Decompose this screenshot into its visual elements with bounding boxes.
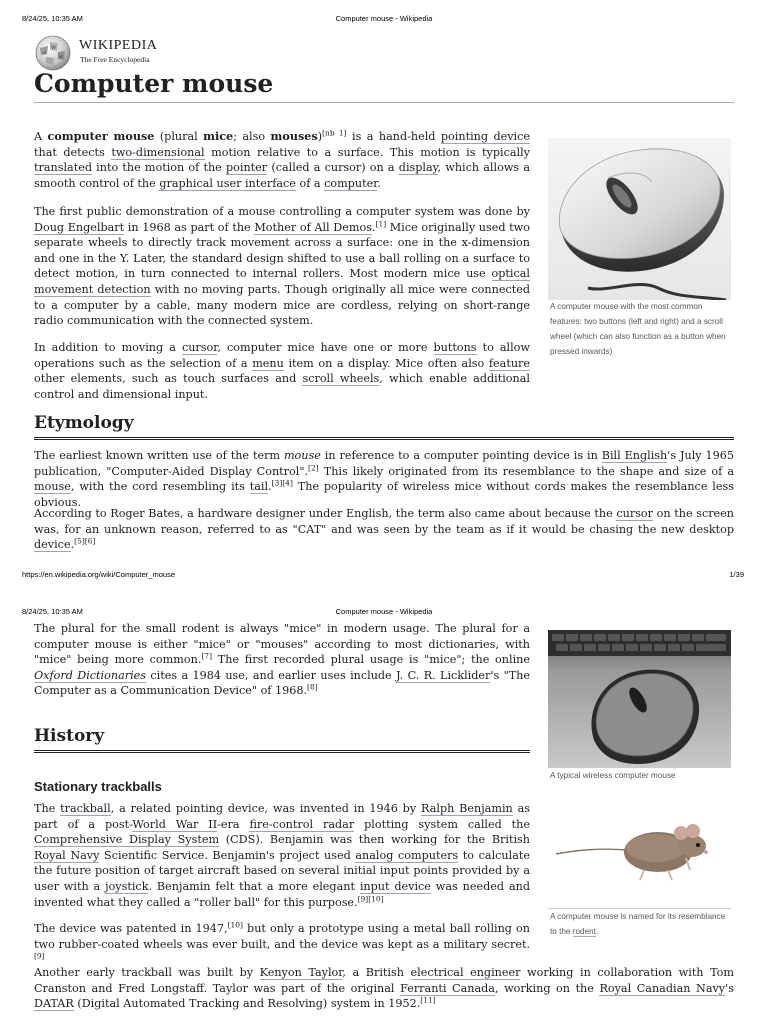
text-run: working in collaboration with Tom Cranston and Fred Longstaff. Taylor was part of the original <box>34 966 735 995</box>
citation-link[interactable]: [10] <box>368 893 384 903</box>
intro-paragraph-3 <box>34 340 530 402</box>
citation-link[interactable]: [1] <box>375 218 387 228</box>
wiki-link[interactable]: Kenyon Taylor <box>259 966 343 979</box>
svg-text:И: И <box>59 54 63 59</box>
etymology-divider <box>34 437 734 440</box>
svg-text:W: W <box>51 45 57 51</box>
bold-term: mouses <box>270 129 318 143</box>
text-run: motion relative to a surface. This motion is typically <box>204 145 530 159</box>
wiki-link[interactable]: joystick <box>105 879 149 893</box>
citation-link[interactable]: [7] <box>201 651 212 661</box>
text-run: The plural for the small rodent is always "mice" in modern usage. The plural for a computer mouse is either "mice" or "mouses" according to most dictionaries, with "mice" being more common. <box>34 622 530 667</box>
text-run: in 1968 as part of the <box>124 220 255 234</box>
wiki-link[interactable]: Comprehensive Display System <box>34 833 220 847</box>
text-run: in reference to a computer pointing device is in <box>320 449 602 462</box>
wiki-link[interactable]: trackball <box>60 802 111 815</box>
text-run: other elements, such as touch surfaces and <box>34 372 303 386</box>
figure-caption-2: A typical wireless computer mouse <box>550 771 676 780</box>
citation-link[interactable]: [11] <box>420 995 436 1005</box>
rodent-icon <box>548 800 731 908</box>
history-paragraph-1 <box>34 801 530 910</box>
wiki-link[interactable]: World War II <box>132 817 218 831</box>
citation-link[interactable]: [9] <box>34 951 45 961</box>
history-paragraph-2 <box>34 921 530 968</box>
text-run: (called a cursor) on a <box>267 161 399 175</box>
text-run: According to Roger Bates, a hardware designer under English, the term also came about because the <box>34 507 617 520</box>
subsection-heading-stationary-trackballs: Stationary trackballs <box>34 779 162 794</box>
text-run: Scientific Service. Benjamin's project used <box>99 848 356 862</box>
text-run: . Benjamin felt that a more elegant <box>148 879 360 893</box>
section-heading-etymology: Etymology <box>34 413 134 433</box>
text-run: item on a display. Mice often also <box>283 356 489 370</box>
text-run: Another early trackball was built by <box>34 966 260 979</box>
wiki-link[interactable]: pointer <box>226 161 268 175</box>
computer-mouse-icon <box>548 138 731 300</box>
citation-link[interactable]: [9] <box>357 893 369 903</box>
text-run: mouse <box>283 449 321 462</box>
rodent-link[interactable]: rodent <box>572 927 596 936</box>
print-header-datetime: 8/24/25, 10:35 AM <box>22 14 83 23</box>
citation-link[interactable]: [2] <box>308 462 319 472</box>
wiki-link[interactable]: buttons <box>433 341 477 354</box>
wiki-link[interactable]: DATAR <box>34 997 74 1011</box>
text-run: as part of a post- <box>34 802 530 831</box>
wiki-link[interactable]: mouse <box>34 480 71 494</box>
etymology-paragraph-3 <box>34 621 530 699</box>
print-header-title: Computer mouse - Wikipedia <box>335 14 433 23</box>
wiki-link[interactable]: feature <box>488 356 530 370</box>
wiki-link[interactable]: input device <box>359 879 431 893</box>
text-run: (Digital Automated Tracking and Resolving) system in 1952. <box>73 997 421 1011</box>
text-run: . <box>268 480 272 494</box>
wiki-link[interactable]: computer <box>324 176 378 190</box>
bold-term: mice <box>203 129 234 143</box>
wiki-link[interactable]: graphical user interface <box>159 176 296 190</box>
text-run: This likely originated from its resemblance to the shape and size of a <box>318 464 735 478</box>
intro-paragraph-2 <box>34 204 530 329</box>
text-run: , computer mice have one or more <box>217 341 434 354</box>
figure-caption-3 <box>550 909 730 939</box>
wiki-link[interactable]: Ferranti Canada <box>400 981 495 995</box>
text-run: The earliest known written use of the term <box>34 449 284 462</box>
print-header-title-page2: Computer mouse - Wikipedia <box>335 607 433 616</box>
title-divider <box>34 102 734 103</box>
wiki-link[interactable]: menu <box>252 356 284 370</box>
text-run: , which enable additional control and dimensional input. <box>34 372 530 401</box>
wiki-link[interactable]: optical movement detection <box>34 267 530 296</box>
wiki-link[interactable]: electrical engineer <box>410 966 521 979</box>
citation-link[interactable]: [8] <box>307 682 318 692</box>
etymology-paragraph-1 <box>34 448 734 510</box>
text-run: (CDS). Benjamin was then working for the British <box>219 833 530 847</box>
text-run: , a related pointing device, was invented in 1946 by <box>110 802 422 815</box>
citation-link[interactable]: [10] <box>227 920 243 930</box>
history-divider <box>34 750 530 753</box>
svg-text:Ω: Ω <box>43 50 47 55</box>
text-run: into the motion of the <box>92 161 226 175</box>
print-footer-page-number: 1/39 <box>729 570 744 579</box>
print-header-datetime-page2: 8/24/25, 10:35 AM <box>22 607 83 616</box>
text-run: Mice originally used two separate wheels to directly track movement across a surface: one in the x-dimension and one in the Y. Later, the standard design shifted to use a ball rolling on a surface to detect motion, in turn connected to internal rollers. Most modern mice use <box>34 220 530 281</box>
wiki-link[interactable]: Royal Canadian Navy <box>599 981 726 995</box>
text-run: to calculate the future position of target aircraft based on several initial input points provided by a user with a <box>34 848 530 893</box>
text-run: 's <box>725 981 734 995</box>
text-run: (plural <box>154 130 204 143</box>
wiki-link[interactable]: Bill English <box>601 449 668 462</box>
page-title: Computer mouse <box>34 69 274 98</box>
citation-link[interactable]: [6] <box>84 536 96 546</box>
text-run: that detects <box>34 145 112 159</box>
wiki-link[interactable]: Doug Engelbart <box>34 220 125 234</box>
wiki-link[interactable]: display <box>398 161 438 175</box>
text-run: 's July 1965 publication, "Computer-Aided Display Control". <box>34 449 734 478</box>
text-run: was needed and invented what they called a "roller ball" for this purpose. <box>34 879 530 909</box>
text-run: The <box>34 802 61 815</box>
wiki-link[interactable]: Mother of All Demos <box>254 220 372 234</box>
wiki-link[interactable]: fire-control radar <box>249 817 355 831</box>
text-run: to allow operations such as the selection of a <box>34 341 530 370</box>
citation-link[interactable]: [3] <box>271 478 283 488</box>
text-run: -era <box>217 817 250 831</box>
wiki-link[interactable]: cursor <box>616 507 654 520</box>
citation-link[interactable]: [nb 1] <box>322 128 347 138</box>
text-run: on the screen was, for an unknown reason, referred to as "CAT" and was seen by the team as if it would be chasing the new desktop <box>34 507 734 536</box>
text-run: ) <box>317 130 323 143</box>
print-footer-url: https://en.wikipedia.org/wiki/Computer_mouse <box>22 570 175 579</box>
figure-rodent-image[interactable] <box>548 800 731 908</box>
wireless-mouse-icon <box>548 630 731 768</box>
text-run: . <box>70 538 75 552</box>
text-run: The first public demonstration of a mouse controlling a computer system was done by <box>34 205 530 218</box>
history-paragraph-3 <box>34 965 734 1012</box>
section-heading-history: History <box>34 726 105 746</box>
wiki-link[interactable]: cursor <box>181 341 218 354</box>
wikipedia-wordmark: WIKIPEDIA <box>79 38 158 53</box>
text-run: The first recorded plural usage is "mice"; the online <box>212 653 530 667</box>
text-run: but only a prototype using a metal ball rolling on two rubber-coated wheels was ever built, and the device was kept as a military secret. <box>34 922 530 951</box>
text-run: In addition to moving a <box>34 341 182 354</box>
text-run: . <box>377 176 381 190</box>
figure-caption-1: A computer mouse with the most common features: two buttons (left and right) and a scroll wheel (which can also function as a button when pressed inwards) <box>550 302 726 356</box>
text-run: A <box>34 130 48 143</box>
text-run: , with the cord resembling its <box>70 480 250 494</box>
figure-wireless-mouse-image[interactable] <box>548 630 731 768</box>
text-run: , which allows a smooth control of the <box>34 161 530 190</box>
wiki-link[interactable]: device <box>34 538 71 552</box>
bold-term: computer mouse <box>47 129 155 143</box>
wiki-link[interactable]: Ralph Benjamin <box>421 802 513 815</box>
citation-link[interactable]: [4] <box>282 478 293 488</box>
wiki-link[interactable]: J. C. R. Licklider <box>396 668 491 682</box>
wiki-link[interactable]: Oxford Dictionaries <box>34 668 147 682</box>
figure-caption-3-text: A computer mouse is named for its resemblance to the <box>550 912 726 936</box>
text-run: ; also <box>233 130 271 143</box>
citation-link[interactable]: [5] <box>74 536 85 546</box>
text-run: with no moving parts. Though originally all mice were connected to a computer by a cable, many modern mice are cordless, relying on short-range radio communication with the connected system. <box>34 282 530 328</box>
etymology-paragraph-2 <box>34 506 734 553</box>
wiki-link[interactable]: two-dimensional <box>111 145 205 159</box>
text-run: cites a 1984 use, and earlier uses include <box>146 668 397 682</box>
wiki-link[interactable]: translated <box>34 161 92 175</box>
text-run: The popularity of wireless mice without cords makes the resemblance less obvious. <box>34 480 734 509</box>
text-run: is a hand-held <box>346 130 441 143</box>
text-run: plotting system called the <box>354 817 531 831</box>
text-run: The device was patented in 1947, <box>34 922 228 935</box>
text-run: 's "The Computer as a Communication Device" of 1968. <box>34 668 531 698</box>
text-run: , a British <box>342 966 411 979</box>
wiki-link[interactable]: analog computers <box>355 848 459 862</box>
text-run: . <box>371 220 376 234</box>
text-run: of a <box>295 176 325 190</box>
wiki-link[interactable]: scroll wheels <box>302 372 380 386</box>
wikipedia-tagline: The Free Encyclopedia <box>80 55 150 64</box>
figure-mouse-image[interactable] <box>548 138 731 300</box>
text-run: , working on the <box>494 981 600 995</box>
figure-caption-3-end: . <box>595 927 599 936</box>
intro-paragraph-1 <box>34 129 530 191</box>
wikipedia-globe-icon <box>34 34 72 72</box>
wiki-link[interactable]: pointing device <box>440 130 531 143</box>
wiki-link[interactable]: tail <box>249 480 269 494</box>
wiki-link[interactable]: Royal Navy <box>34 848 100 862</box>
